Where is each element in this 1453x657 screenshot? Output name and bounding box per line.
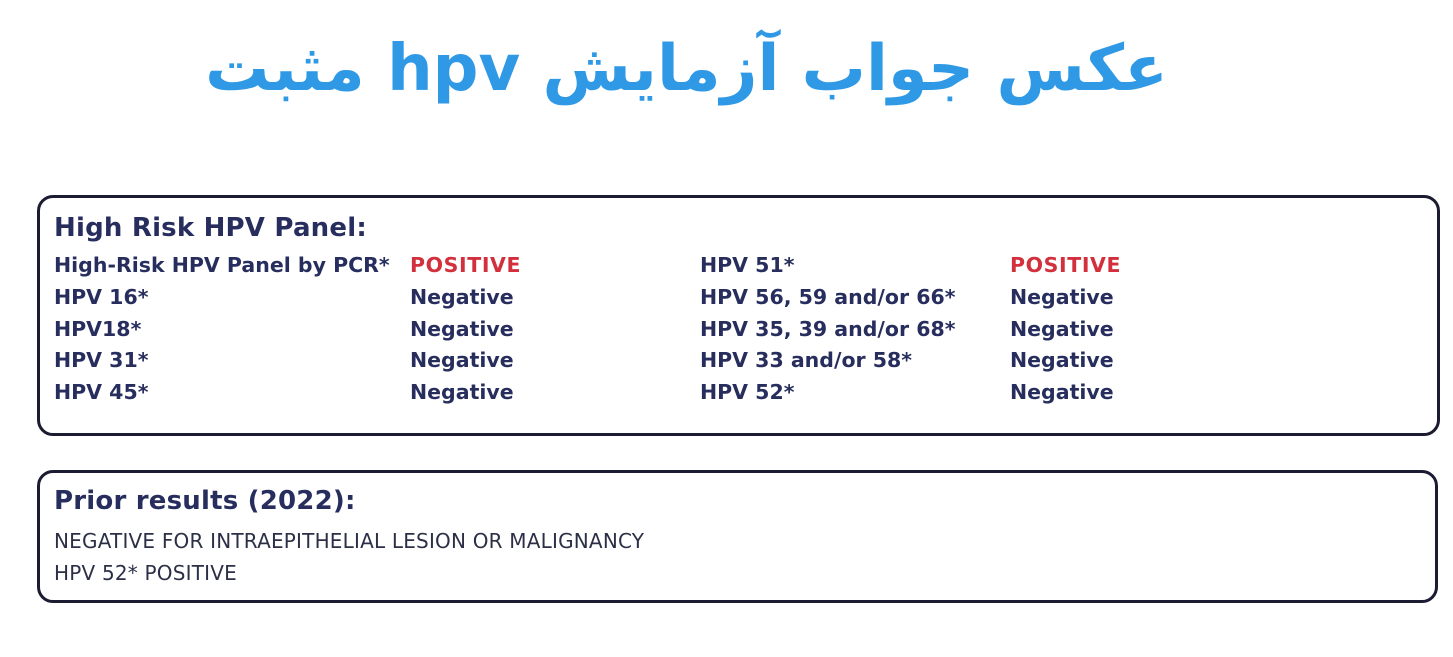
test-name-cell: HPV 31* (54, 348, 149, 373)
test-name-cell: High-Risk HPV Panel by PCR* (54, 253, 390, 277)
test-result-cell: Negative (410, 380, 514, 405)
page-title: عکس جواب آزمایش hpv مثبت (205, 32, 1168, 106)
high-risk-hpv-panel-box (37, 195, 1440, 436)
prior-result-line: NEGATIVE FOR INTRAEPITHELIAL LESION OR MALIGNANCY (54, 529, 645, 553)
test-result-cell: POSITIVE (410, 253, 522, 277)
prior-results-body (54, 525, 1417, 589)
prior-results-box (37, 470, 1438, 603)
test-result-cell: Negative (410, 284, 514, 309)
test-name-cell: HPV 51* (700, 253, 795, 277)
test-name-cell: HPV 33 and/or 58* (700, 348, 913, 373)
test-name-cell: HPV 45* (54, 380, 149, 405)
test-result-cell: Negative (1010, 316, 1114, 341)
test-result-cell: Negative (1010, 380, 1114, 405)
test-name-cell: HPV 52* (700, 380, 795, 405)
hpv-results-table (54, 250, 1419, 409)
test-name-cell: HPV 16* (54, 284, 149, 309)
test-result-cell: POSITIVE (1010, 253, 1122, 277)
test-name-cell: HPV 56, 59 and/or 66* (700, 284, 956, 309)
test-name-cell: HPV18* (54, 316, 142, 341)
test-name-cell: HPV 35, 39 and/or 68* (700, 316, 956, 341)
hpv-panel-heading: High Risk HPV Panel: (54, 213, 367, 243)
test-result-cell: Negative (1010, 348, 1114, 373)
prior-results-heading: Prior results (2022): (54, 486, 356, 516)
test-result-cell: Negative (410, 316, 514, 341)
test-result-cell: Negative (410, 348, 514, 373)
prior-result-line: HPV 52* POSITIVE (54, 561, 237, 585)
test-result-cell: Negative (1010, 284, 1114, 309)
